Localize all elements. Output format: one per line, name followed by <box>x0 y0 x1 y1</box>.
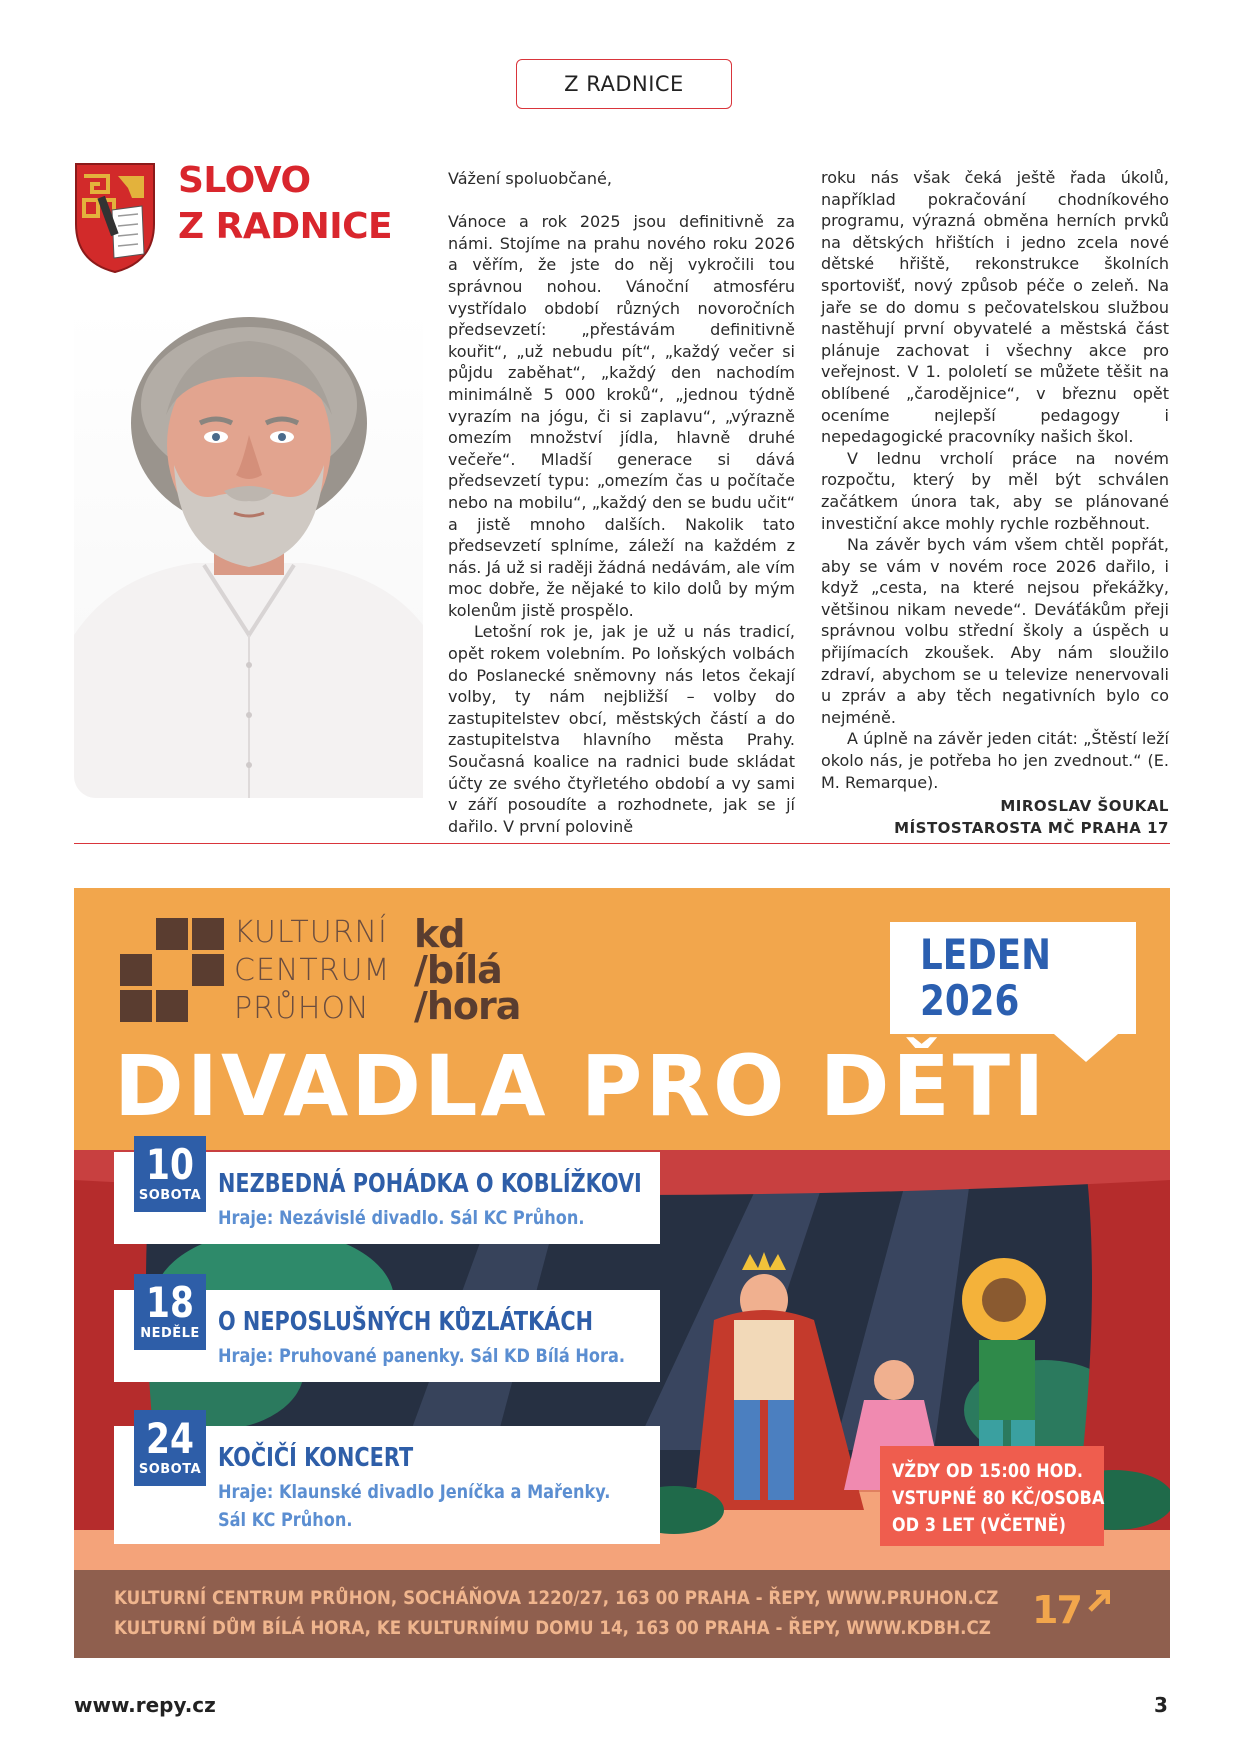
coat-of-arms-icon <box>74 162 156 274</box>
event-title: NEZBEDNÁ POHÁDKA O KOBLÍŽKOVI <box>218 1169 642 1199</box>
kc-pruhon-name <box>234 914 390 1028</box>
event-card <box>114 1140 660 1244</box>
section-label: Z RADNICE <box>516 59 732 109</box>
author-role: MÍSTOSTAROSTA MČ PRAHA 17 <box>894 819 1169 838</box>
portrait-illustration <box>74 305 423 798</box>
heading-line-2: Z RADNICE <box>178 206 393 247</box>
article-paragraph: roku nás však čeká ještě řada úkolů, například pokračování chodníkového programu, výrazná obměna herních prvků na dětských hřištích i jedno zcela nové dětské hřiště, rekonstrukce školních sportovišť, nový způsob péče o zeleň. Na jaře se do domu s pečovatelskou službou nastěhují první obyvatelé a městská část plánuje zachovat i všechny akce pro veřejnost. V 1. pololetí se můžete těšit na oblíbené „čarodějnice“, v březnu opět oceníme nejlepší pedagogy i nepedagogické pracovníky našich škol. <box>821 168 1169 447</box>
event-day: 18 <box>146 1278 194 1327</box>
author-name: MIROSLAV ŠOUKAL <box>1000 797 1169 816</box>
article-paragraph: Vánoce a rok 2025 jsou definitivně za námi. Stojíme na prahu nového roku 2026 a věřím, že jste do něj vykročili tou správnou nohou. Vánoční atmosféru vystřídalo období různých novoročních předsevzetí: „přestávám definitivně kouřit“, „už nebudu pít“, „každý večer si půjdu zaběhat“, „každý den nachodím minimálně 5 000 kroků“, „jednou týdně vyrazím na jógu, či si zaplavu“, „výrazně omezím množství jídla, hlavně druhé večeře“. Mladší generace si dává předsevzetí typu: „omezím čas u počítače nebo na mobilu“, „každý den se budu učit“ a jistě mnoho dalších. Nakolik tato předsevzetí splníme, záleží na každém z nás. Já už si raději žádná nedávám, ale vím moc dobře, že nějaké to kilo dolů by mým kolenům jistě prospělo. <box>448 212 795 620</box>
author-portrait <box>74 305 423 798</box>
event-date-badge <box>134 1136 206 1212</box>
event-subtitle <box>218 1204 660 1232</box>
theatre-poster <box>74 888 1170 1658</box>
praha17-logo-text: 17 <box>1032 1588 1081 1632</box>
event-subtitle-line: Hraje: Pruhované panenky. Sál KD Bílá Hora. <box>218 1345 626 1367</box>
poster-footer <box>74 1570 1170 1658</box>
article-paragraph: V lednu vrcholí práce na novém rozpočtu, který by měl být schválen začátkem února tak, aby se plánované investiční akce mohly rychle rozběhnout. <box>821 448 1169 533</box>
praha17-logo <box>1032 1588 1081 1632</box>
page-number: 3 <box>1154 1693 1168 1717</box>
event-card <box>114 1278 660 1382</box>
venue-address-2: KULTURNÍ DŮM BÍLÁ HORA, KE KULTURNÍMU DOMU 14, 163 00 PRAHA - ŘEPY, WWW.KDBH.CZ <box>114 1617 991 1639</box>
footer-website-link[interactable]: www.repy.cz <box>74 1693 216 1717</box>
heading-line-1: SLOVO <box>178 160 311 201</box>
article-paragraph: A úplně na závěr jeden citát: „Štěstí leží okolo nás, je potřeba ho jen zvednout.“ (E. M. Remarque). <box>821 729 1169 792</box>
event-card <box>114 1414 660 1544</box>
article-column-1 <box>448 168 795 837</box>
section-divider <box>74 843 1170 844</box>
event-weekday: NEDĚLE <box>140 1326 200 1341</box>
info-time: VŽDY OD 15:00 HOD. <box>892 1460 1084 1482</box>
month-badge-tail <box>1054 1034 1118 1062</box>
kd-bila-hora-logo <box>414 912 521 1028</box>
event-subtitle-line: Hraje: Klaunské divadlo Jeníčka a Mařenky. <box>218 1481 611 1503</box>
event-subtitle-line: Hraje: Nezávislé divadlo. Sál KC Průhon. <box>218 1207 585 1229</box>
event-weekday: SOBOTA <box>138 1462 202 1477</box>
event-subtitle-line: Sál KC Průhon. <box>218 1509 353 1531</box>
article-paragraph: Letošní rok je, jak je už u nás tradicí, opět rokem volebním. Po loňských volbách do Poslanecké sněmovny nás letos čekají volby, ty nám nejbližší – volby do zastupitelstev obcí, městských částí a do zastupitelstva hlavního města Prahy. Současná koalice na radnici bude skládat účty ze svého čtyřletého období a vy sami v září posoudíte a rozhodnete, jak se jí dařilo. V první polovině <box>448 622 795 836</box>
kc-line: CENTRUM <box>234 953 391 988</box>
article-column-2 <box>821 167 1169 839</box>
article-paragraph: Na závěr bych vám všem chtěl popřát, aby se vám v novém roce 2026 dařilo, i když „cesta, na které nejsou překážky, většinou nikam nevede“. Deváťákům přeji správnou volbu střední školy a úspěch u přijímacích zkoušek. Aby nám sloužilo zdraví, abychom se u televize nenervovali u zpráv a aby těch negativních bylo co nejméně. <box>821 535 1169 727</box>
kd-line: kd <box>414 912 465 956</box>
event-subtitle <box>218 1478 660 1534</box>
author-signature <box>821 795 1169 839</box>
article-heading <box>178 158 392 250</box>
event-day: 24 <box>146 1414 194 1463</box>
month-badge <box>890 922 1136 1034</box>
article-greeting: Vážení spoluobčané, <box>448 169 612 188</box>
kd-line: /bílá <box>414 948 502 992</box>
event-title: KOČIČÍ KONCERT <box>218 1443 414 1473</box>
kc-pruhon-logo-icon <box>120 918 228 1026</box>
event-weekday: SOBOTA <box>138 1188 202 1203</box>
event-date-badge <box>134 1410 206 1486</box>
year-label: 2026 <box>920 976 1020 1025</box>
event-subtitle <box>218 1342 660 1370</box>
venue-address-1: KULTURNÍ CENTRUM PRŮHON, SOCHÁŇOVA 1220/27, 163 00 PRAHA - ŘEPY, WWW.PRUHON.CZ <box>114 1587 999 1609</box>
info-price: VSTUPNÉ 80 KČ/OSOBA <box>892 1487 1105 1509</box>
event-title: O NEPOSLUŠNÝCH KŮZLÁTKÁCH <box>218 1307 594 1337</box>
info-age: OD 3 LET (VČETNĚ) <box>892 1514 1067 1536</box>
event-date-badge <box>134 1274 206 1350</box>
kc-line: KULTURNÍ <box>234 915 388 950</box>
event-day: 10 <box>146 1140 194 1189</box>
month-label: LEDEN <box>920 930 1052 979</box>
arrow-corner-icon <box>1088 1590 1110 1612</box>
poster-title: DIVADLA PRO DĚTI <box>114 1037 1048 1135</box>
event-info-box <box>880 1446 1104 1546</box>
kc-line: PRŮHON <box>234 991 370 1026</box>
kd-line: /hora <box>414 984 521 1028</box>
